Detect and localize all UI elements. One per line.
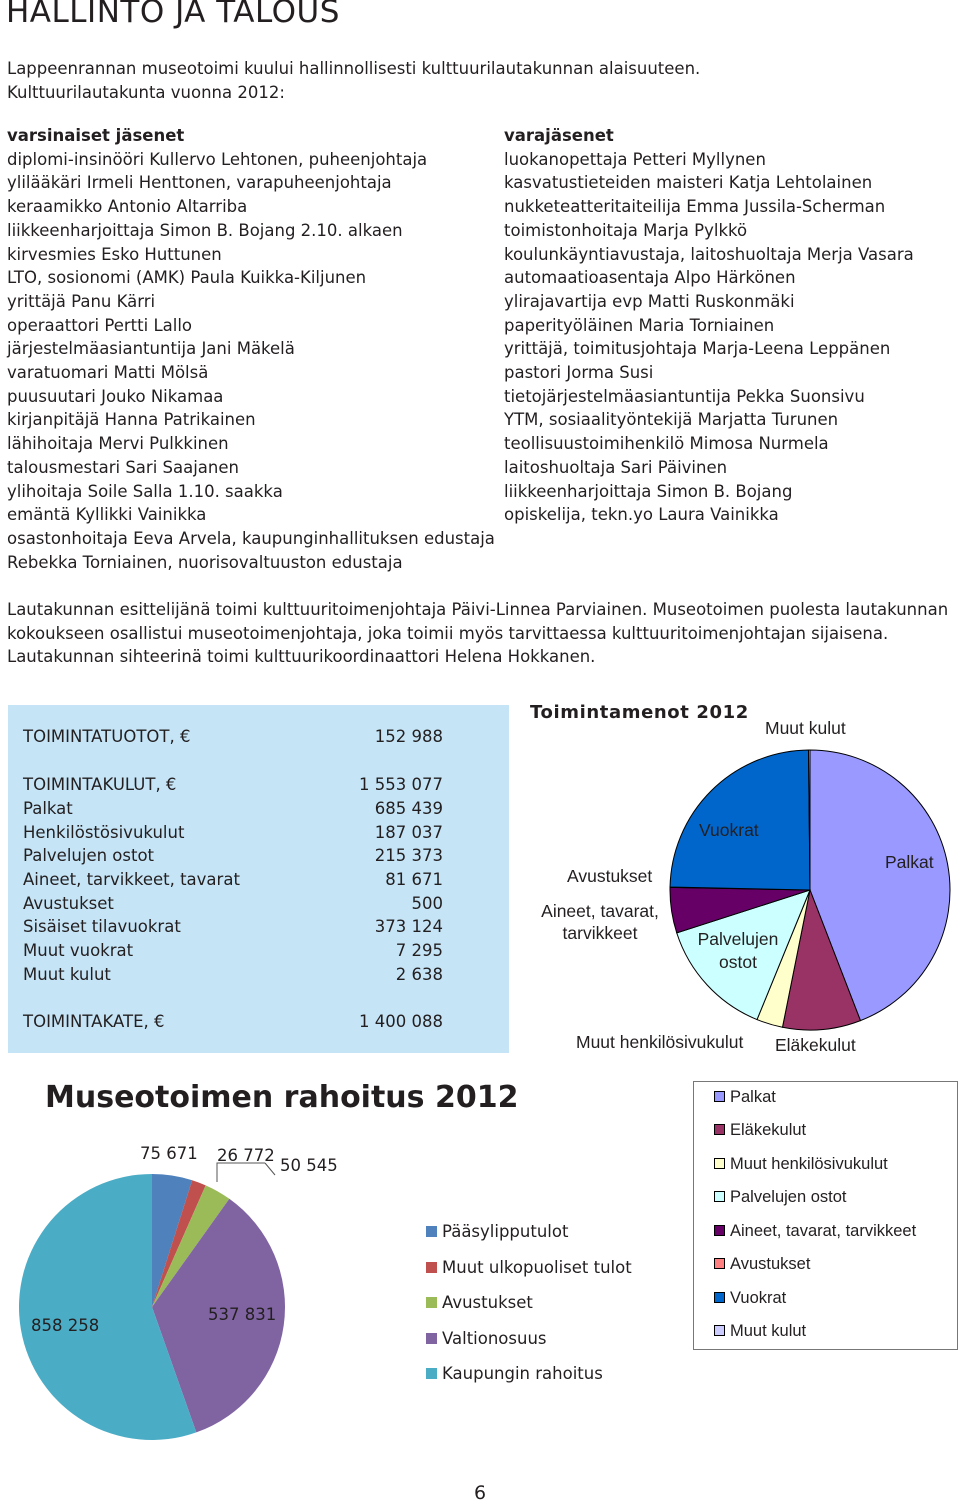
legend-item bbox=[426, 1364, 603, 1383]
funding-chart-title: Museotoimen rahoitus 2012 bbox=[45, 1080, 519, 1115]
legend-label: Eläkekulut bbox=[730, 1121, 807, 1139]
data-label-avustukset: 50 545 bbox=[280, 1156, 338, 1175]
cost-label: Sisäiset tilavuokrat bbox=[23, 917, 181, 936]
legend-item bbox=[714, 1222, 916, 1241]
data-label-valtionosuus: 537 831 bbox=[208, 1305, 277, 1324]
cost-value: 500 bbox=[411, 894, 443, 913]
member-item: diplomi-insinööri Kullervo Lehtonen, puheenjohtaja bbox=[7, 149, 428, 169]
deputy-item: teollisuustoimihenkilö Mimosa Nurmela bbox=[504, 434, 829, 454]
legend-item bbox=[714, 1188, 847, 1207]
slice-label-vuokrat: Vuokrat bbox=[699, 820, 759, 840]
cost-label: Henkilöstösivukulut bbox=[23, 823, 185, 842]
members-list bbox=[7, 124, 495, 574]
member-item: lähihoitaja Mervi Pulkkinen bbox=[7, 434, 229, 454]
slice-label-elakekulut: Eläkekulut bbox=[775, 1035, 856, 1055]
legend-swatch bbox=[714, 1124, 725, 1135]
cost-label: Aineet, tarvikkeet, tavarat bbox=[23, 870, 240, 889]
slice-label-palkat: Palkat bbox=[885, 852, 934, 872]
cost-value: 81 671 bbox=[385, 870, 443, 889]
deputy-item: yrittäjä, toimitusjohtaja Marja-Leena Leppänen bbox=[504, 339, 891, 359]
cost-value: 187 037 bbox=[374, 823, 443, 842]
deputies-heading: varajäsenet bbox=[504, 126, 614, 145]
leader-lines bbox=[185, 1160, 305, 1190]
legend-item bbox=[714, 1255, 810, 1274]
deputy-item: ylirajavartija evp Matti Ruskonmäki bbox=[504, 291, 795, 311]
deputy-item: luokanopettaja Petteri Myllynen bbox=[504, 149, 766, 169]
member-item: talousmestari Sari Saajanen bbox=[7, 457, 239, 477]
legend-swatch bbox=[714, 1325, 725, 1336]
cost-label: Avustukset bbox=[23, 894, 114, 913]
legend-swatch bbox=[714, 1091, 725, 1102]
legend-item bbox=[426, 1329, 547, 1348]
legend-item bbox=[714, 1289, 786, 1308]
cost-value: 1 553 077 bbox=[359, 775, 443, 794]
legend-label: Avustukset bbox=[730, 1255, 811, 1273]
legend-label: Avustukset bbox=[442, 1293, 533, 1312]
slice-label-avustukset: Avustukset bbox=[567, 866, 653, 886]
deputy-item: toimistonhoitaja Marja Pylkkö bbox=[504, 220, 748, 240]
slice-label-muut-henkilosivukulut: Muut henkilösivukulut bbox=[576, 1032, 744, 1052]
legend-swatch bbox=[714, 1225, 725, 1236]
deputy-item: koulunkäyntiavustaja, laitoshuoltaja Merja Vasara bbox=[504, 244, 914, 264]
slice-label-muut-kulut: Muut kulut bbox=[765, 718, 846, 738]
legend-item bbox=[426, 1293, 533, 1312]
cost-label: Muut vuokrat bbox=[23, 941, 134, 960]
deputy-item: nukketeatteritaiteilija Emma Jussila-Scherman bbox=[504, 197, 886, 217]
result-value: 1 400 088 bbox=[359, 1012, 443, 1031]
legend-item bbox=[426, 1258, 632, 1277]
legend-item bbox=[714, 1121, 806, 1140]
cost-label: TOIMINTAKULUT, € bbox=[23, 775, 177, 794]
income-value: 152 988 bbox=[374, 727, 443, 746]
expenses-legend bbox=[693, 1081, 958, 1350]
paragraph-line: kokoukseen osallistui museotoimenjohtaja, joka toimii myös tarvittaessa kulttuuritoimenjohtajan sijaisena. bbox=[7, 623, 889, 643]
deputy-item: kasvatustieteiden maisteri Katja Lehtolainen bbox=[504, 173, 873, 193]
deputy-item: YTM, sosiaalityöntekijä Marjatta Turunen bbox=[504, 410, 839, 430]
legend-item bbox=[714, 1322, 806, 1341]
legend-swatch bbox=[714, 1191, 725, 1202]
paragraph-line: Lautakunnan sihteerinä toimi kulttuurikoordinaattori Helena Hokkanen. bbox=[7, 647, 596, 667]
member-item: operaattori Pertti Lallo bbox=[7, 315, 193, 335]
cost-label: Palvelujen ostot bbox=[23, 846, 155, 865]
income-label: TOIMINTATUOTOT, € bbox=[23, 727, 191, 746]
legend-swatch bbox=[426, 1262, 437, 1273]
legend-label: Muut kulut bbox=[730, 1322, 807, 1340]
cost-value: 7 295 bbox=[395, 941, 443, 960]
legend-item bbox=[714, 1088, 776, 1107]
legend-swatch bbox=[426, 1333, 437, 1344]
legend-label: Vuokrat bbox=[730, 1289, 787, 1307]
data-label-kaupungin-rahoitus: 858 258 bbox=[31, 1316, 100, 1335]
member-item: varatuomari Matti Mölsä bbox=[7, 363, 209, 383]
member-item: kirvesmies Esko Huttunen bbox=[7, 244, 222, 264]
expenses-pie-chart bbox=[660, 740, 960, 1040]
member-item: yrittäjä Panu Kärri bbox=[7, 291, 156, 311]
legend-label: Muut henkilösivukulut bbox=[730, 1155, 888, 1173]
data-label-paasylipputulot: 75 671 bbox=[140, 1144, 198, 1163]
legend-swatch bbox=[714, 1292, 725, 1303]
legend-swatch bbox=[714, 1258, 725, 1269]
deputy-item: paperityöläinen Maria Torniainen bbox=[504, 315, 775, 335]
expenses-chart-title: Toimintamenot 2012 bbox=[530, 702, 749, 723]
deputy-item: tietojärjestelmäasiantuntija Pekka Suonsivu bbox=[504, 386, 865, 406]
member-item: emäntä Kyllikki Vainikka bbox=[7, 505, 207, 525]
member-item: LTO, sosionomi (AMK) Paula Kuikka-Kiljunen bbox=[7, 268, 367, 288]
legend-label: Kaupungin rahoitus bbox=[442, 1364, 603, 1383]
finance-table bbox=[8, 705, 509, 1053]
page-title: HALLINTO JA TALOUS bbox=[6, 0, 340, 30]
board-paragraph bbox=[7, 598, 948, 669]
deputy-item: opiskelija, tekn.yo Laura Vainikka bbox=[504, 505, 779, 525]
member-item: puusuutari Jouko Nikamaa bbox=[7, 386, 224, 406]
member-item: keraamikko Antonio Altarriba bbox=[7, 197, 248, 217]
intro-line-1: Lappeenrannan museotoimi kuului hallinnollisesti kulttuurilautakunnan alaisuuteen. bbox=[7, 59, 701, 78]
legend-item bbox=[426, 1222, 568, 1241]
legend-swatch bbox=[426, 1226, 437, 1237]
legend-label: Aineet, tavarat, tarvikkeet bbox=[730, 1222, 917, 1240]
member-item: Rebekka Torniainen, nuorisovaltuuston edustaja bbox=[7, 552, 403, 572]
data-label-muut-ulkopuoliset: 26 772 bbox=[217, 1146, 275, 1165]
cost-value: 215 373 bbox=[374, 846, 443, 865]
paragraph-line: Lautakunnan esittelijänä toimi kulttuuritoimenjohtaja Päivi-Linnea Parviainen. Museotoimen puolesta lautakunnan bbox=[7, 600, 949, 619]
member-item: kirjanpitäjä Hanna Patrikainen bbox=[7, 410, 256, 430]
member-item: ylilääkäri Irmeli Henttonen, varapuheenjohtaja bbox=[7, 173, 392, 193]
member-item: osastonhoitaja Eeva Arvela, kaupunginhallituksen edustaja bbox=[7, 528, 495, 548]
intro-line-2: Kulttuurilautakunta vuonna 2012: bbox=[7, 83, 285, 102]
page-number: 6 bbox=[474, 1482, 487, 1504]
legend-swatch bbox=[714, 1158, 725, 1169]
slice-label-aineet: Aineet, tavarat, tarvikkeet bbox=[541, 901, 659, 943]
legend-label: Valtionosuus bbox=[442, 1329, 547, 1348]
deputies-list bbox=[504, 124, 914, 527]
members-heading: varsinaiset jäsenet bbox=[7, 126, 185, 145]
member-item: järjestelmäasiantuntija Jani Mäkelä bbox=[7, 339, 295, 359]
legend-swatch bbox=[426, 1297, 437, 1308]
cost-value: 2 638 bbox=[395, 965, 443, 984]
cost-value: 373 124 bbox=[374, 917, 443, 936]
deputy-item: liikkeenharjoittaja Simon B. Bojang bbox=[504, 481, 793, 501]
deputy-item: laitoshuoltaja Sari Päivinen bbox=[504, 457, 728, 477]
member-item: liikkeenharjoittaja Simon B. Bojang 2.10. alkaen bbox=[7, 220, 403, 240]
deputy-item: pastori Jorma Susi bbox=[504, 363, 654, 383]
cost-label: Muut kulut bbox=[23, 965, 111, 984]
cost-value: 685 439 bbox=[374, 799, 443, 818]
slice-label-palvelujen-ostot: Palvelujen ostot bbox=[697, 929, 779, 972]
deputy-item: automaatioasentaja Alpo Härkönen bbox=[504, 268, 796, 288]
result-label: TOIMINTAKATE, € bbox=[23, 1012, 165, 1031]
legend-label: Pääsylipputulot bbox=[442, 1222, 569, 1241]
legend-label: Muut ulkopuoliset tulot bbox=[442, 1258, 632, 1277]
legend-label: Palkat bbox=[730, 1088, 776, 1106]
legend-label: Palvelujen ostot bbox=[730, 1188, 847, 1206]
cost-label: Palkat bbox=[23, 799, 73, 818]
legend-swatch bbox=[426, 1368, 437, 1379]
member-item: ylihoitaja Soile Salla 1.10. saakka bbox=[7, 481, 283, 501]
legend-item bbox=[714, 1155, 888, 1174]
